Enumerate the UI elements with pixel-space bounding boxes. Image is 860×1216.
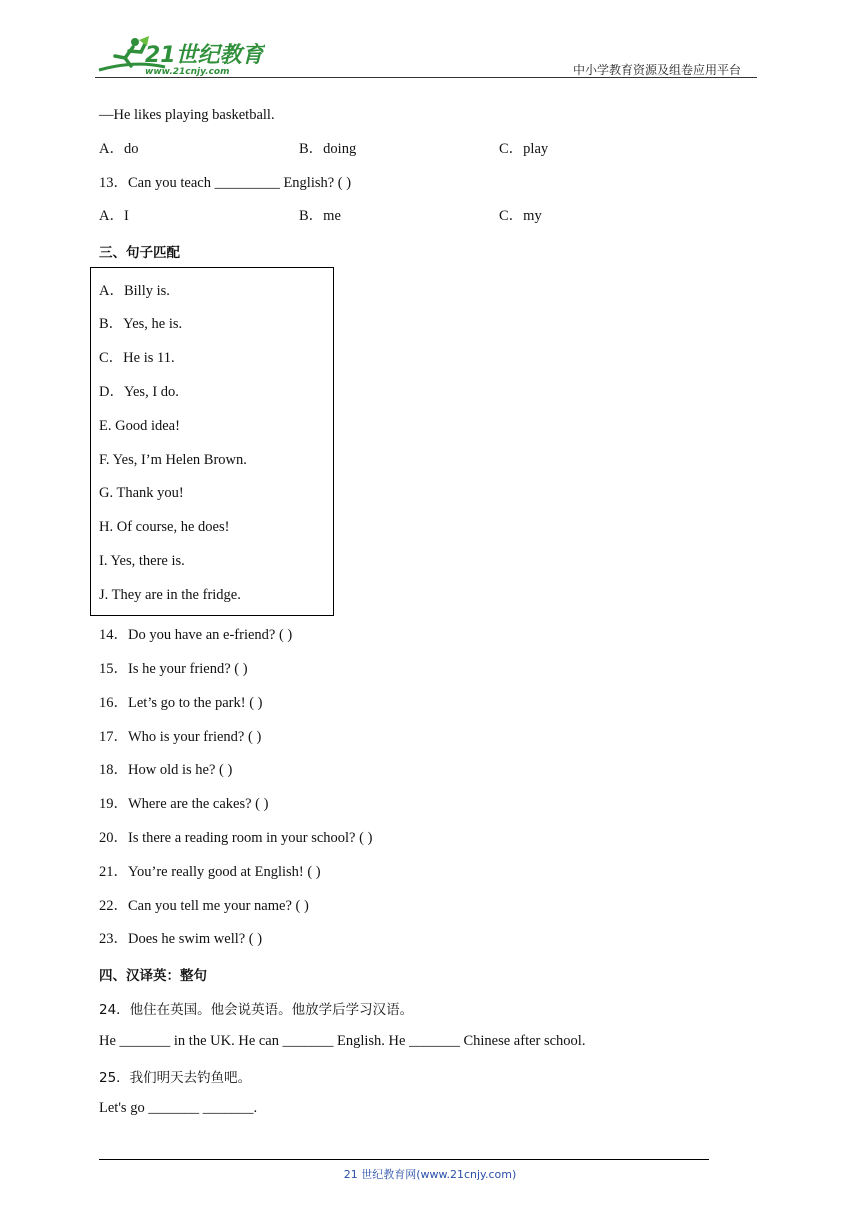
question-15: 15．Is he your friend? ( ) xyxy=(99,661,248,677)
q12-option-c: C．play xyxy=(499,141,549,157)
box-item: I. Yes, there is. xyxy=(99,553,185,569)
box-item: C．He is 11. xyxy=(99,350,175,366)
question-24-english: He _______ in the UK. He can _______ English. He _______ Chinese after school. xyxy=(99,1033,586,1049)
q13-option-a: A．I xyxy=(99,208,129,224)
question-22: 22．Can you tell me your name? ( ) xyxy=(99,898,309,914)
q13-option-c: C．my xyxy=(499,208,542,224)
box-item: H. Of course, he does! xyxy=(99,519,230,535)
site-logo xyxy=(95,34,265,78)
question-14: 14．Do you have an e-friend? ( ) xyxy=(99,627,293,643)
runner-logo-icon xyxy=(95,34,265,78)
box-item: A．Billy is. xyxy=(99,283,170,299)
question-17: 17．Who is your friend? ( ) xyxy=(99,729,262,745)
question-23: 23．Does he swim well? ( ) xyxy=(99,931,263,947)
q12-answer-line: —He likes playing basketball. xyxy=(99,107,275,123)
question-20: 20．Is there a reading room in your school? ( ) xyxy=(99,830,373,846)
q12-option-b: B．doing xyxy=(299,141,357,157)
q12-option-a: A．do xyxy=(99,141,139,157)
box-item: D．Yes, I do. xyxy=(99,384,179,400)
header-divider xyxy=(95,77,757,78)
section3-title: 三、句子匹配 xyxy=(99,245,180,261)
q13-stem: 13．Can you teach _________ English? ( ) xyxy=(99,175,352,191)
box-item: G. Thank you! xyxy=(99,485,184,501)
logo-url-text: www.21cnjy.com xyxy=(145,67,230,77)
box-item: J. They are in the fridge. xyxy=(99,587,241,603)
footer-link[interactable]: 21 世纪教育网(www.21cnjy.com) xyxy=(343,1168,517,1181)
box-item: E. Good idea! xyxy=(99,418,180,434)
question-18: 18．How old is he? ( ) xyxy=(99,762,233,778)
question-16: 16．Let’s go to the park! ( ) xyxy=(99,695,263,711)
question-21: 21．You’re really good at English! ( ) xyxy=(99,864,321,880)
header-platform-text: 中小学教育资源及组卷应用平台 xyxy=(573,63,742,77)
box-item: F. Yes, I’m Helen Brown. xyxy=(99,452,247,468)
question-24-chinese: 24．他住在英国。他会说英语。他放学后学习汉语。 xyxy=(99,1002,414,1018)
section4-title: 四、汉译英：整句 xyxy=(99,968,207,984)
footer-divider xyxy=(99,1159,709,1160)
question-19: 19．Where are the cakes? ( ) xyxy=(99,796,269,812)
box-item: B．Yes, he is. xyxy=(99,316,183,332)
logo-main-text: 21世纪教育 xyxy=(145,43,264,68)
question-25-english: Let's go _______ _______. xyxy=(99,1100,258,1116)
question-25-chinese: 25．我们明天去钓鱼吧。 xyxy=(99,1070,252,1086)
q13-option-b: B．me xyxy=(299,208,341,224)
